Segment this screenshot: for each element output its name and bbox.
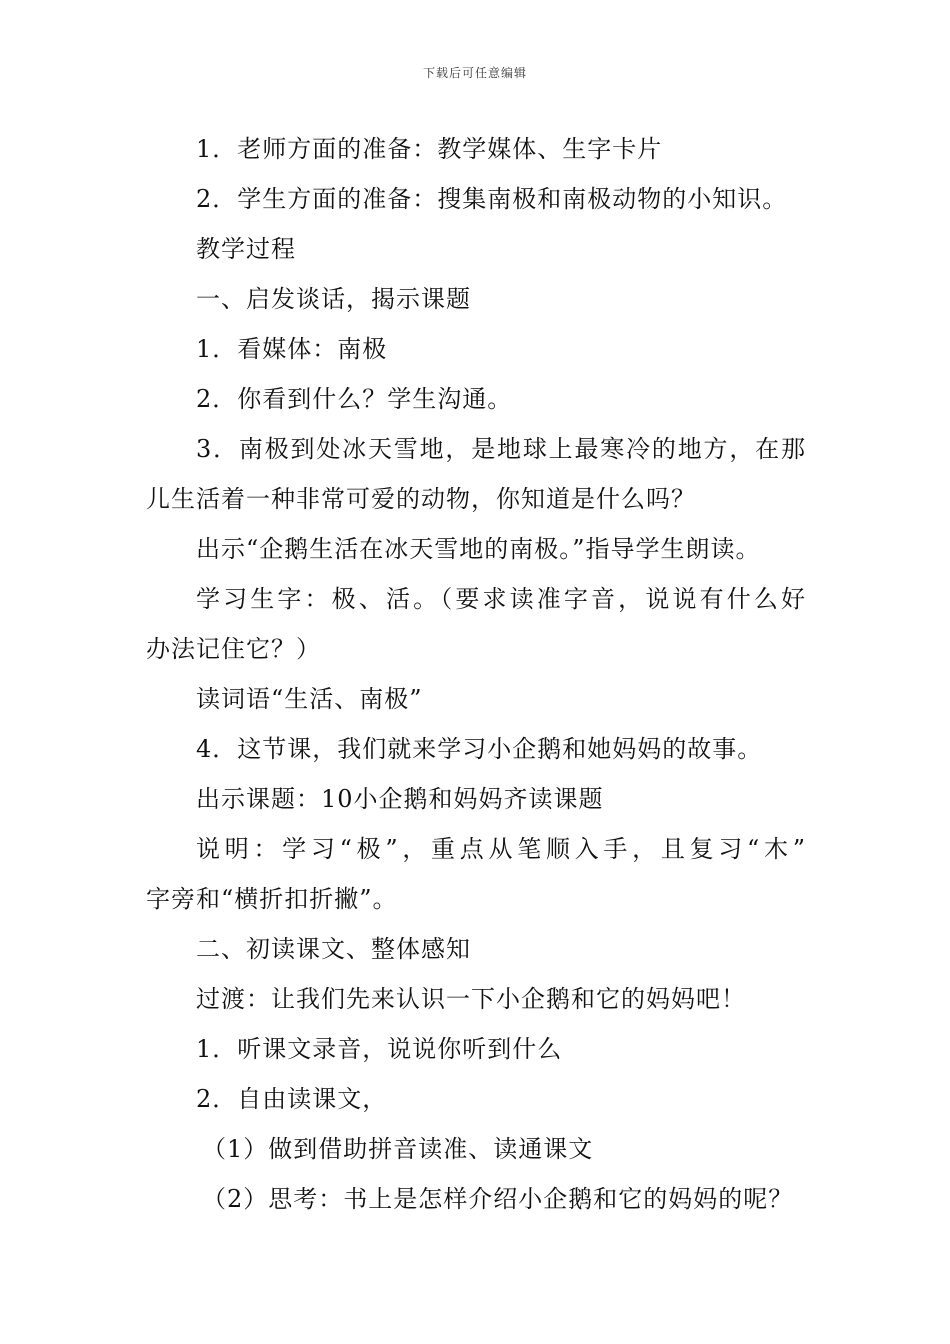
paragraph-line: 2．你看到什么？学生沟通。 [196,385,513,413]
page-header: 下载后可任意编辑 [422,66,527,80]
paragraph-line: 3．南极到处冰天雪地，是地球上最寒冷的地方，在那 [196,435,806,463]
document-body [146,124,806,1224]
paragraph-line: （2）思考：书上是怎样介绍小企鹅和它的妈妈的呢？ [202,1185,794,1213]
section-heading: 二、初读课文、整体感知 [196,935,471,963]
paragraph-line: 出示课题：10小企鹅和妈妈齐读课题 [196,785,604,813]
paragraph-line: 过渡：让我们先来认识一下小企鹅和它的妈妈吧！ [196,985,746,1013]
paragraph-line: 出示“企鹅生活在冰天雪地的南极。”指导学生朗读。 [196,535,761,563]
paragraph-line: 办法记住它？） [146,635,321,663]
paragraph-line: 1．看媒体：南极 [196,335,388,363]
paragraph-line: 2．自由读课文， [196,1085,388,1113]
paragraph-line: 1．听课文录音，说说你听到什么 [196,1035,563,1063]
paragraph-line: 2．学生方面的准备：搜集南极和南极动物的小知识。 [196,185,788,213]
paragraph-line: 4．这节课，我们就来学习小企鹅和她妈妈的故事。 [196,735,763,763]
paragraph-line: 字旁和“横折扣折撇”。 [146,885,398,913]
paragraph-line: 说明：学习“极”，重点从笔顺入手，且复习“木” [196,835,806,863]
section-heading: 一、启发谈话，揭示课题 [196,285,471,313]
paragraph-line: 1．老师方面的准备：教学媒体、生字卡片 [196,135,663,163]
paragraph-line: （1）做到借助拼音读准、读通课文 [202,1135,594,1163]
paragraph-line: 读词语“生活、南极” [196,685,423,713]
paragraph-line: 儿生活着一种非常可爱的动物，你知道是什么吗？ [146,485,696,513]
paragraph-line: 学习生字：极、活。（要求读准字音，说说有什么好 [196,585,806,613]
section-heading: 教学过程 [196,235,296,263]
